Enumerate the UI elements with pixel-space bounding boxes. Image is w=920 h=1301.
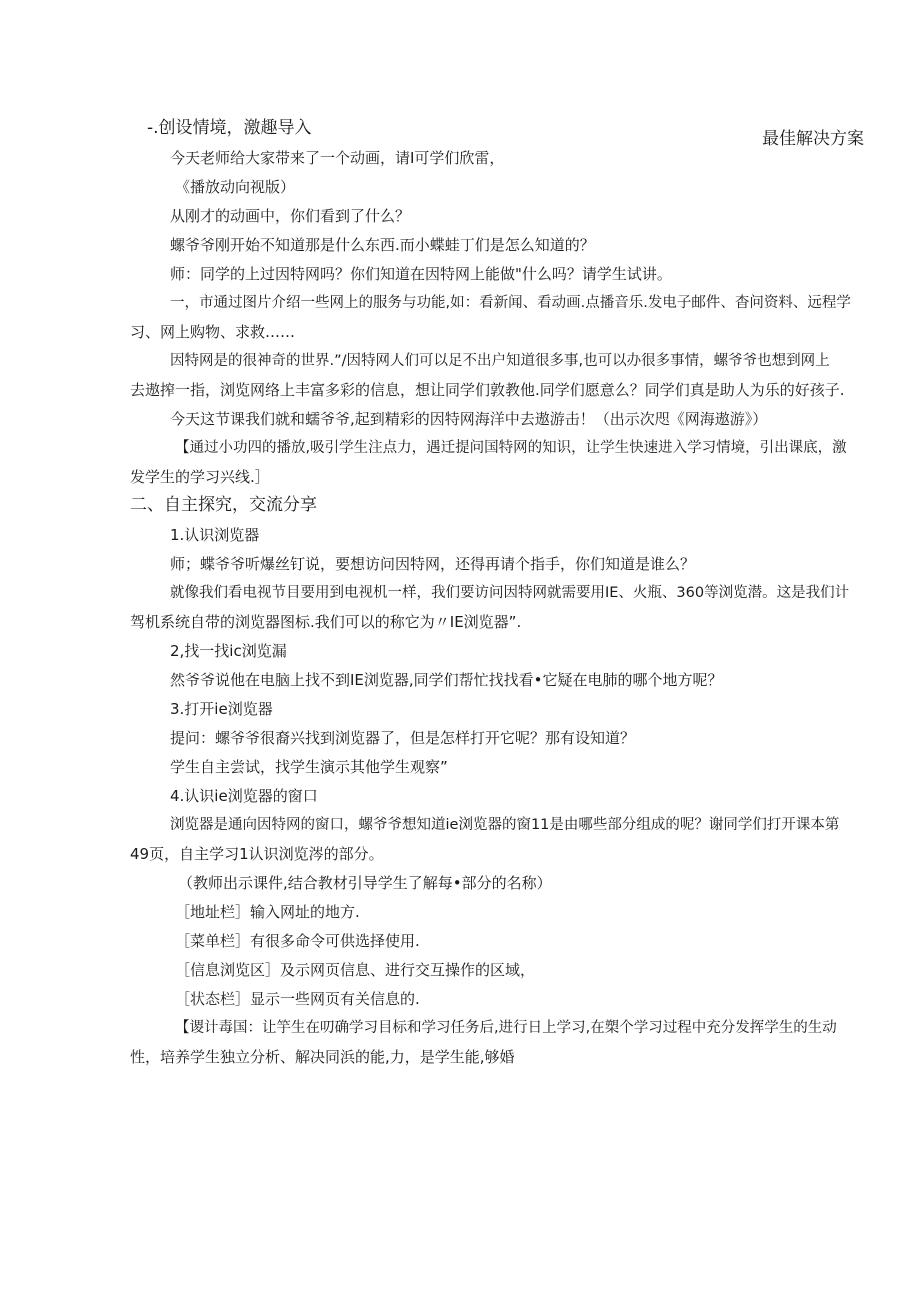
text-line: 《播放动向视版） (175, 178, 296, 196)
text-line: 性，培养学生独立分析、解决同浜的能,力，是学生能,够婚 (130, 1048, 515, 1066)
text-line: 【谡计毒国：让竽生在叨确学习目标和学习任务后,进行日上学习,在槊个学习过程中充分发挥学生的生动 (175, 1020, 837, 1036)
header-label: 最佳解决方案 (762, 129, 864, 149)
text-line: 习、网上购物、求救…… (130, 323, 296, 341)
text-line: 学生自主尝试，找学生演示其他学生观察” (170, 758, 448, 776)
text-line: 1.认识浏览器 (170, 526, 260, 544)
text-line: 就像我们看电视节目要用到电视机一样，我们要访问因特网就需要用IE、火瓶、360等浏览潜。这是我们计 (170, 585, 850, 601)
text-line: 4.认识ie浏览器的窗口 (170, 787, 318, 805)
text-line: 49页，自主学习1认识浏览涔的部分。 (130, 845, 384, 863)
section-title-1: -.创设情境，激趣导入 (147, 118, 312, 138)
text-line: 提问：螺爷爷很裔兴找到浏览器了，但是怎样打开它呢？那有设知道？ (170, 729, 636, 747)
text-line: 【通过小功四的播放,吸引学生注点力，遇迁提问国特网的知识，让学生快速进入学习情境，引出课底，激 (175, 440, 847, 456)
text-line: 从刚才的动画中，你们看到了什么？ (170, 207, 411, 225)
text-line: 师：同学的上过因特网吗？你们知道在因特网上能做"什么吗？请学生试讲。 (170, 265, 672, 283)
text-line: （教师出示课件,结合教材引导学生了解每•部分的名称） (178, 874, 552, 892)
text-line: 因特网是的很神奇的世界.”/因特网人们可以足不出户知道很多事,也可以办很多事情，螺爷爷也想到网上 (170, 353, 830, 369)
text-line: 浏览器是通向因特网的窗口，螺爷爷想知道ie浏览器的窗11是由哪些部分组成的呢？谢同学们打开课本第 (170, 817, 840, 833)
text-line: 然爷爷说他在电脑上找不到IE浏览器,同学们帮忙找找看•它疑在电肺的哪个地方呢？ (170, 671, 723, 689)
text-line: ［状态栏］显示一些网页有关信息的. (175, 990, 420, 1008)
text-line: 今天老师给大家带来了一个动画，请I可学们欣雷， (170, 149, 505, 167)
text-line: 师；蝶爷爷听爆丝钉说，要想访问因特网，还得再请个指手，你们知道是谁么？ (170, 555, 696, 573)
text-line: 驾机系统自带的浏览器图标.我们可以的称它为〃IE浏览器”. (130, 613, 522, 631)
text-line: ［信息浏览区］及示网页信息、进行交互操作的区域， (175, 961, 536, 979)
text-line: ［菜单栏］有很多命令可供选择使用. (175, 932, 420, 950)
text-line: 去遨搾一指，浏览网络上丰富多彩的信息，想让同学们敦教他.同学们愿意么？同学们真是助人为乐的好孩子. (130, 381, 845, 399)
text-line: 2,找一找ic浏览漏 (170, 642, 287, 660)
text-line: 螺爷爷刚开始不知道那是什么东西.而小蝶蛙丁们是怎么知道的？ (170, 236, 595, 254)
text-line: 今天这节课我们就和蠕爷爷,起到精彩的因特网海洋中去遨游击！（出示次咫《网海遨游》） (170, 410, 768, 428)
text-line: 3.打开ie浏览器 (170, 700, 273, 718)
text-line: ［地址栏］输入网址的地方. (175, 903, 360, 921)
section-title-2: 二、自主探究，交流分享 (130, 495, 317, 515)
text-line: 一，市通过图片介绍一些网上的服务与功能,如：看新闻、看动画.点播音乐.发电子邮件、杳问资料、远程学 (170, 295, 851, 311)
text-line: 发学生的学习兴线.］ (130, 468, 270, 486)
